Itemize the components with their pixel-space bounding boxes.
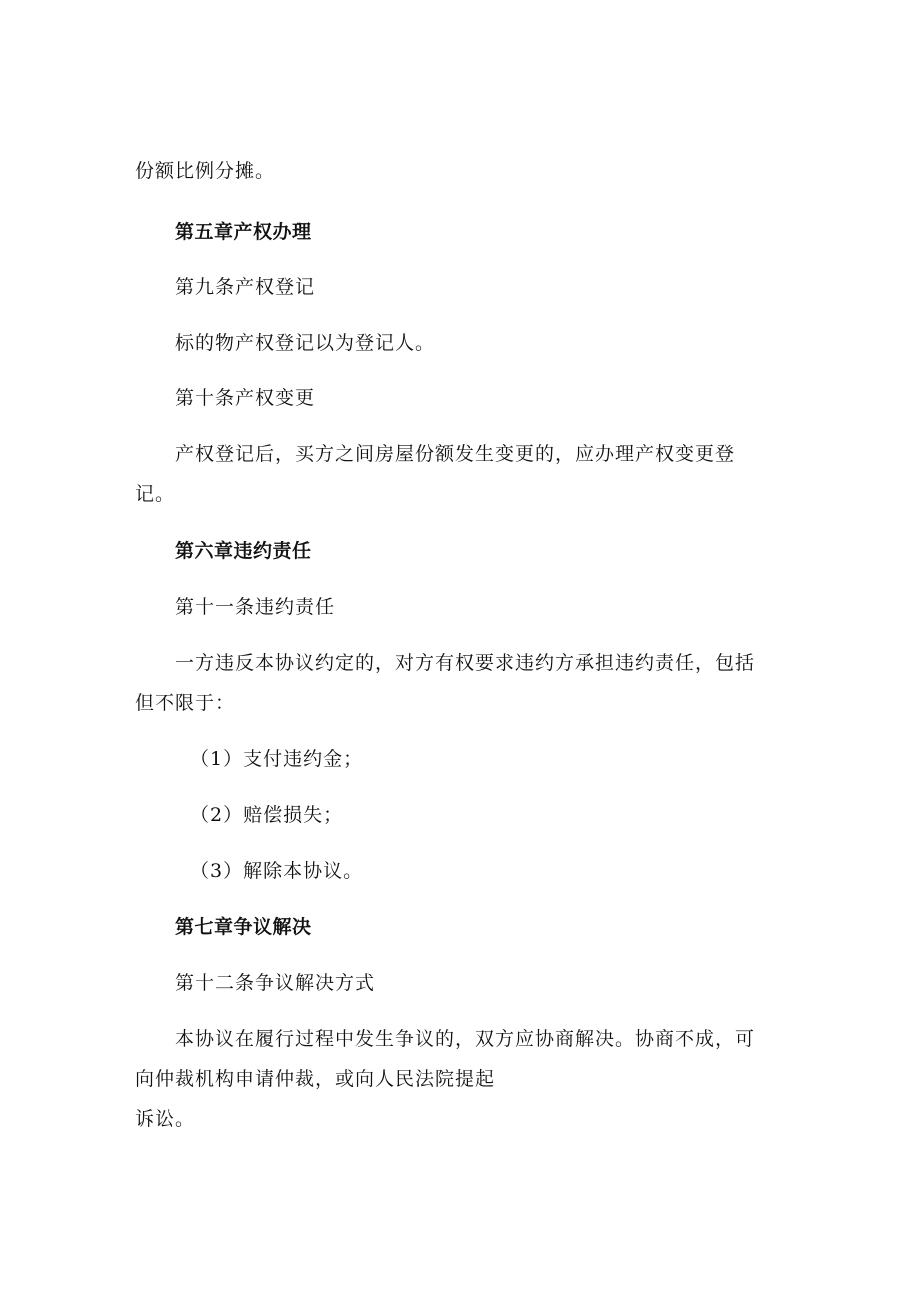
chapter-heading-7: 第七章争议解决 [175,916,312,938]
paragraph-text: 向仲裁机构申请仲裁，或向人民法院提起 [135,1068,496,1090]
article-heading-9: 第九条产权登记 [175,276,316,298]
list-item: （3）解除本协议。 [190,860,364,882]
paragraph-text: 但不限于： [135,692,236,714]
article-heading-11: 第十一条违约责任 [175,596,336,618]
chapter-heading-5: 第五章产权办理 [175,221,312,243]
chapter-heading-6: 第六章违约责任 [175,540,312,562]
list-item: （2）赔偿损失； [190,804,344,826]
paragraph-text: 一方违反本协议约定的，对方有权要求违约方承担违约责任，包括 [175,652,756,674]
article-heading-10: 第十条产权变更 [175,387,316,409]
paragraph-text: 记。 [135,483,176,505]
paragraph-text: 诉讼。 [135,1108,196,1130]
article-heading-12: 第十二条争议解决方式 [175,972,376,994]
paragraph-text: 产权登记后，买方之间房屋份额发生变更的，应办理产权变更登 [175,443,736,465]
paragraph-text: 本协议在履行过程中发生争议的，双方应协商解决。协商不成，可 [175,1028,756,1050]
list-item: （1）支付违约金； [190,748,364,770]
paragraph-text: 份额比例分摊。 [135,160,276,182]
paragraph-text: 标的物产权登记以为登记人。 [175,332,436,354]
